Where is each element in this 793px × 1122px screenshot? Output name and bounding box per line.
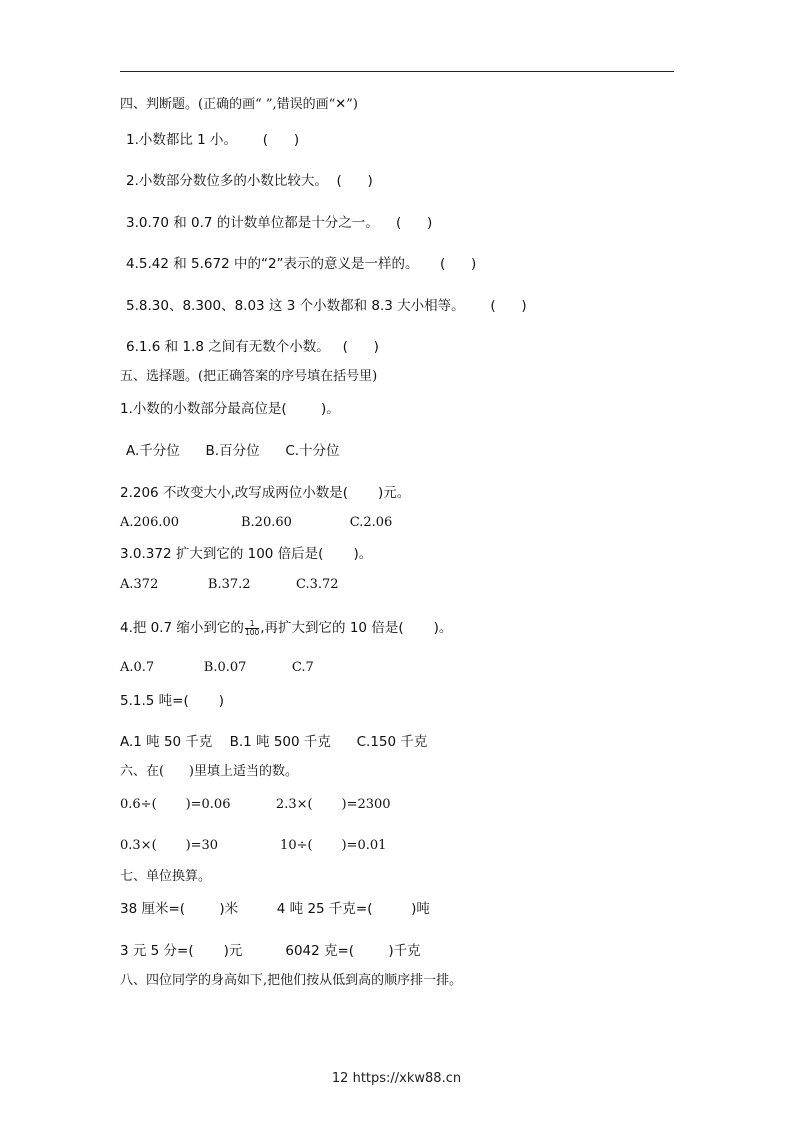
choice-q1-options: A.千分位 B.百分位 C.十分位: [126, 443, 340, 459]
choice-q2: 2.206 不改变大小,改写成两位小数是( )元。: [120, 485, 411, 501]
fill-row-1: 0.6÷( )=0.06 2.3×( )=2300: [120, 797, 391, 812]
fraction-denominator: 100: [244, 627, 260, 637]
header-rule: [120, 71, 674, 72]
judge-item-3: 3.0.70 和 0.7 的计数单位都是十分之一。 ( ): [126, 215, 433, 231]
unit-row-1: 38 厘米=( )米 4 吨 25 千克=( )吨: [120, 901, 430, 917]
section8-heading: 八、四位同学的身高如下,把他们按从低到高的顺序排一排。: [120, 973, 463, 988]
choice-q4-prefix: 4.把 0.7 缩小到它的: [120, 620, 244, 636]
choice-q5: 5.1.5 吨=( ): [120, 693, 225, 709]
choice-q2-options: A.206.00 B.20.60 C.2.06: [120, 515, 393, 530]
section7-heading: 七、单位换算。: [120, 869, 212, 884]
choice-q4-options: A.0.7 B.0.07 C.7: [120, 660, 314, 675]
judge-item-1: 1.小数都比 1 小。 ( ): [126, 132, 300, 148]
judge-item-5: 5.8.30、8.300、8.03 这 3 个小数都和 8.3 大小相等。 ( ): [126, 298, 527, 314]
page-footer: 12 https://xkw88.cn: [331, 1071, 462, 1086]
judge-item-2: 2.小数部分数位多的小数比较大。 ( ): [126, 173, 373, 189]
section4-heading: 四、判断题。(正确的画“ ”,错误的画“✕”): [120, 97, 358, 112]
fraction-one-hundredth: [245, 620, 259, 637]
choice-q4: [120, 619, 452, 637]
choice-q5-options: A.1 吨 50 千克 B.1 吨 500 千克 C.150 千克: [120, 734, 428, 750]
choice-q1: 1.小数的小数部分最高位是( )。: [120, 401, 340, 417]
section6-heading: 六、在( )里填上适当的数。: [120, 764, 298, 779]
unit-row-2: 3 元 5 分=( )元 6042 克=( )千克: [120, 943, 421, 959]
choice-q3-options: A.372 B.37.2 C.3.72: [120, 577, 339, 592]
choice-q4-suffix: ,再扩大到它的 10 倍是( )。: [260, 620, 453, 636]
judge-item-6: 6.1.6 和 1.8 之间有无数个小数。 ( ): [126, 339, 379, 355]
fill-row-2: 0.3×( )=30 10÷( )=0.01: [120, 838, 387, 853]
fraction-numerator: 1: [245, 620, 259, 629]
section5-heading: 五、选择题。(把正确答案的序号填在括号里): [120, 369, 378, 384]
choice-q3: 3.0.372 扩大到它的 100 倍后是( )。: [120, 546, 373, 562]
judge-item-4: 4.5.42 和 5.672 中的“2”表示的意义是一样的。 ( ): [126, 256, 477, 272]
